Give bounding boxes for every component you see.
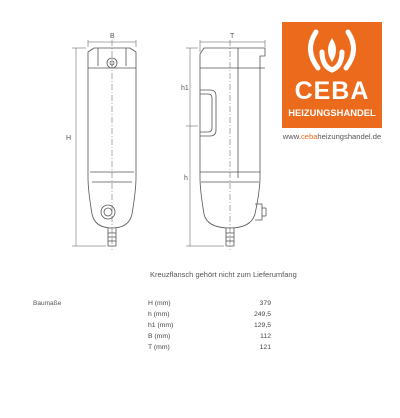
side-body-outline <box>200 48 265 228</box>
dimension-name: H (mm) <box>148 300 171 307</box>
dimension-name: h1 (mm) <box>148 322 174 329</box>
logo-url-suffix: heizungshandel.de <box>317 132 382 141</box>
logo-subline: HEIZUNGSHANDEL <box>288 107 376 118</box>
side-handle <box>200 90 216 136</box>
logo-url-highlight: ceba <box>300 132 318 141</box>
dimensions-heading: Baumaße <box>33 300 62 307</box>
side-view <box>186 40 266 250</box>
scope-note: Kreuzflansch gehört nicht zum Lieferumfang <box>150 270 297 279</box>
label-t: T <box>230 33 235 40</box>
dimension-name: h (mm) <box>148 311 170 318</box>
side-valve <box>255 204 262 220</box>
dimension-name: T (mm) <box>148 344 170 351</box>
front-side-port <box>101 205 115 219</box>
dimension-value: 121 <box>259 344 271 351</box>
dimension-value: 112 <box>260 333 271 340</box>
logo-url-prefix: www. <box>282 132 301 141</box>
front-view <box>72 40 136 250</box>
label-h-total: H <box>66 135 72 142</box>
label-h1: h1 <box>181 85 189 92</box>
label-h: h <box>184 175 188 182</box>
dimension-value: 129,5 <box>253 322 271 329</box>
dimension-value: 379 <box>259 300 271 307</box>
logo-brand-text: CEBA <box>294 77 370 105</box>
dimension-name: B (mm) <box>148 333 171 340</box>
label-b: B <box>110 33 115 40</box>
logo-url <box>282 132 382 141</box>
ceba-logo <box>282 22 382 128</box>
dimension-value: 249,5 <box>253 311 271 318</box>
